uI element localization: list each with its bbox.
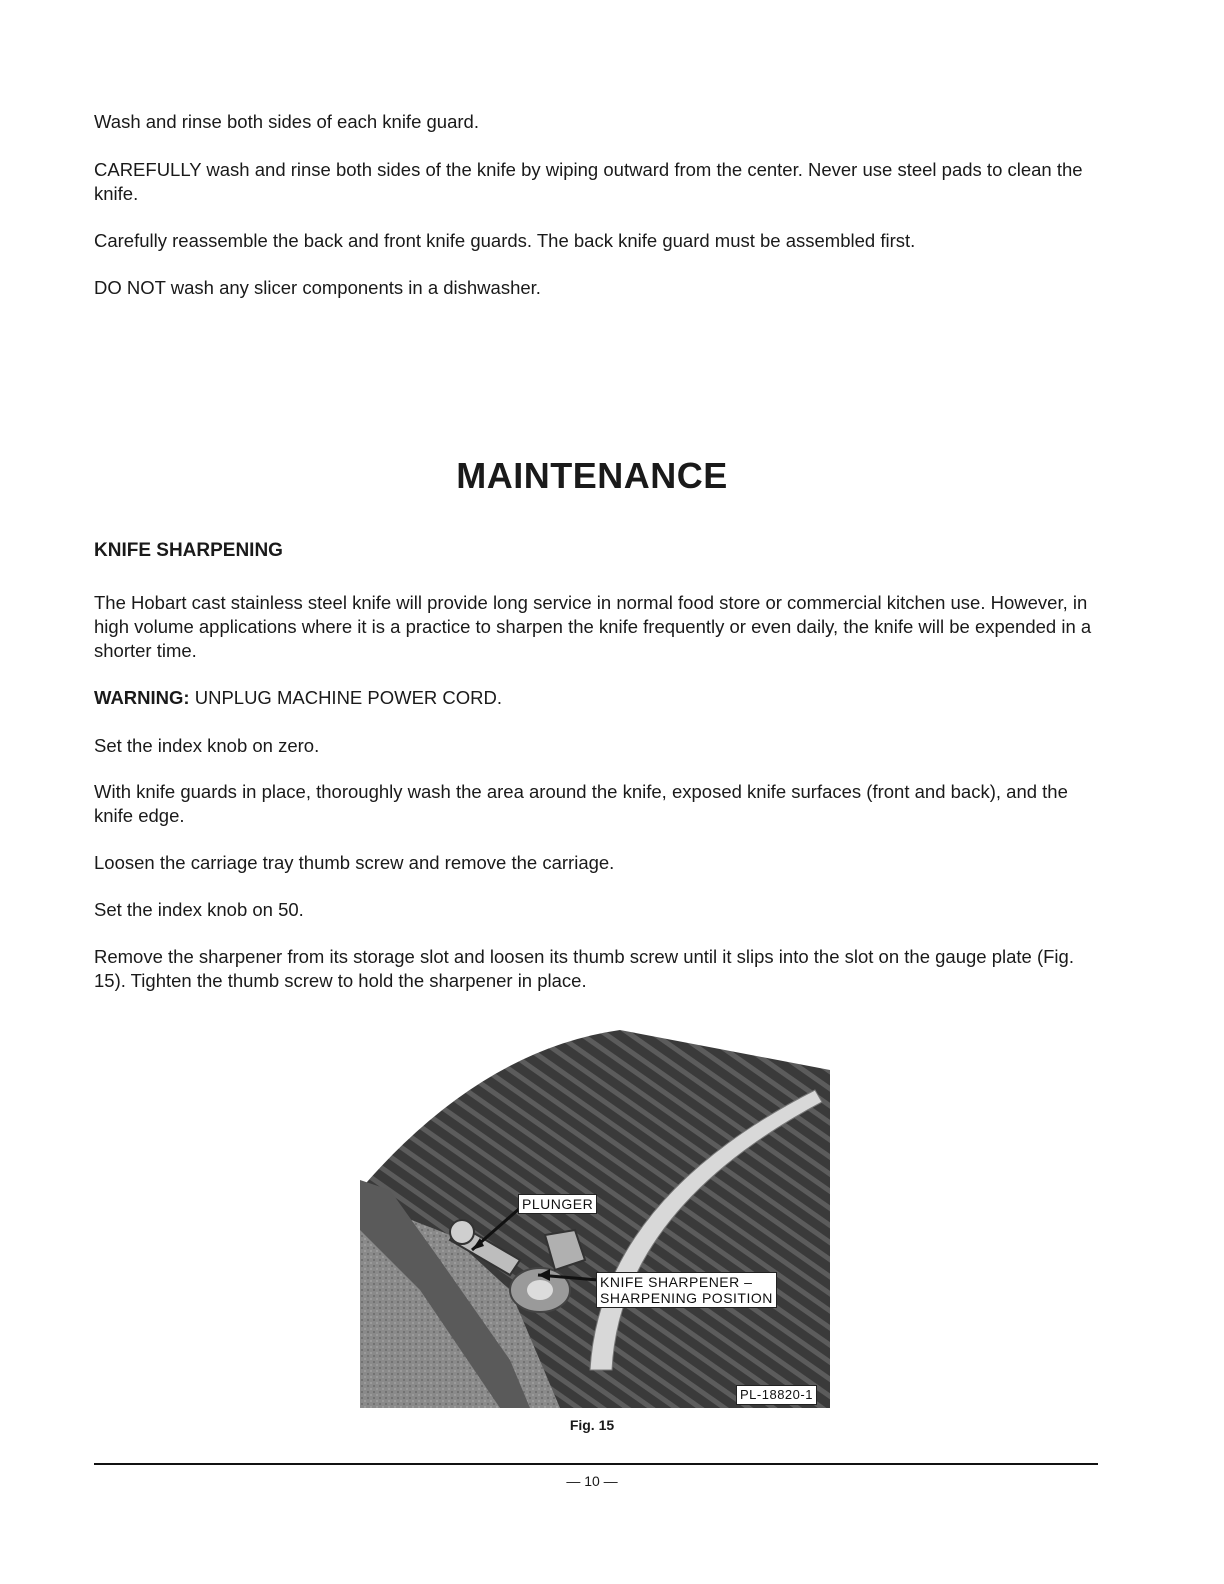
warning-label: WARNING: — [94, 687, 190, 708]
plunger-label: PLUNGER — [518, 1194, 597, 1214]
step-index-zero: Set the index knob on zero. — [94, 735, 320, 756]
footer-divider — [94, 1463, 1098, 1465]
figure-photo — [360, 1030, 830, 1408]
step-index-fifty: Set the index knob on 50. — [94, 899, 304, 920]
page-number: — 10 — — [566, 1473, 618, 1489]
sharpener-label-line-2: SHARPENING POSITION — [600, 1290, 773, 1306]
intro-paragraph: The Hobart cast stainless steel knife will provide long service in normal food store or commercial kitchen use. However, in high volume applications where it is a practice to sharpen the knife frequently or even daily, the knife will be expended in a shorter time. — [94, 592, 1092, 661]
cleaning-paragraph-2: CAREFULLY wash and rinse both sides of the knife by wiping outward from the center. Never use steel pads to clean the knife. — [94, 159, 1083, 204]
sharpener-label — [596, 1272, 777, 1308]
sharpener-label-line-1: KNIFE SHARPENER – — [600, 1274, 753, 1290]
section-heading: KNIFE SHARPENING — [94, 540, 283, 561]
cleaning-paragraph-3: Carefully reassemble the back and front knife guards. The back knife guard must be assembled first. — [94, 230, 916, 251]
plunger-knob — [450, 1220, 474, 1244]
sharpener-hub — [527, 1280, 553, 1300]
cleaning-paragraph-1: Wash and rinse both sides of each knife guard. — [94, 111, 479, 132]
photo-id-label: PL-18820-1 — [736, 1385, 817, 1405]
cleaning-paragraph-4: DO NOT wash any slicer components in a dishwasher. — [94, 277, 541, 298]
warning-text: UNPLUG MACHINE POWER CORD. — [194, 687, 503, 708]
step-remove-carriage: Loosen the carriage tray thumb screw and remove the carriage. — [94, 852, 615, 873]
page-title: MAINTENANCE — [456, 455, 728, 496]
step-wash-area: With knife guards in place, thoroughly wash the area around the knife, exposed knife surfaces (front and back), and the knife edge. — [94, 781, 1068, 826]
warning-paragraph — [94, 686, 1104, 710]
slicer-photo — [360, 1030, 830, 1408]
figure-caption: Fig. 15 — [569, 1417, 615, 1433]
step-install-sharpener: Remove the sharpener from its storage slot and loosen its thumb screw until it slips into the slot on the gauge plate (Fig. 15). Tighten the thumb screw to hold the sharpener in place. — [94, 946, 1074, 991]
